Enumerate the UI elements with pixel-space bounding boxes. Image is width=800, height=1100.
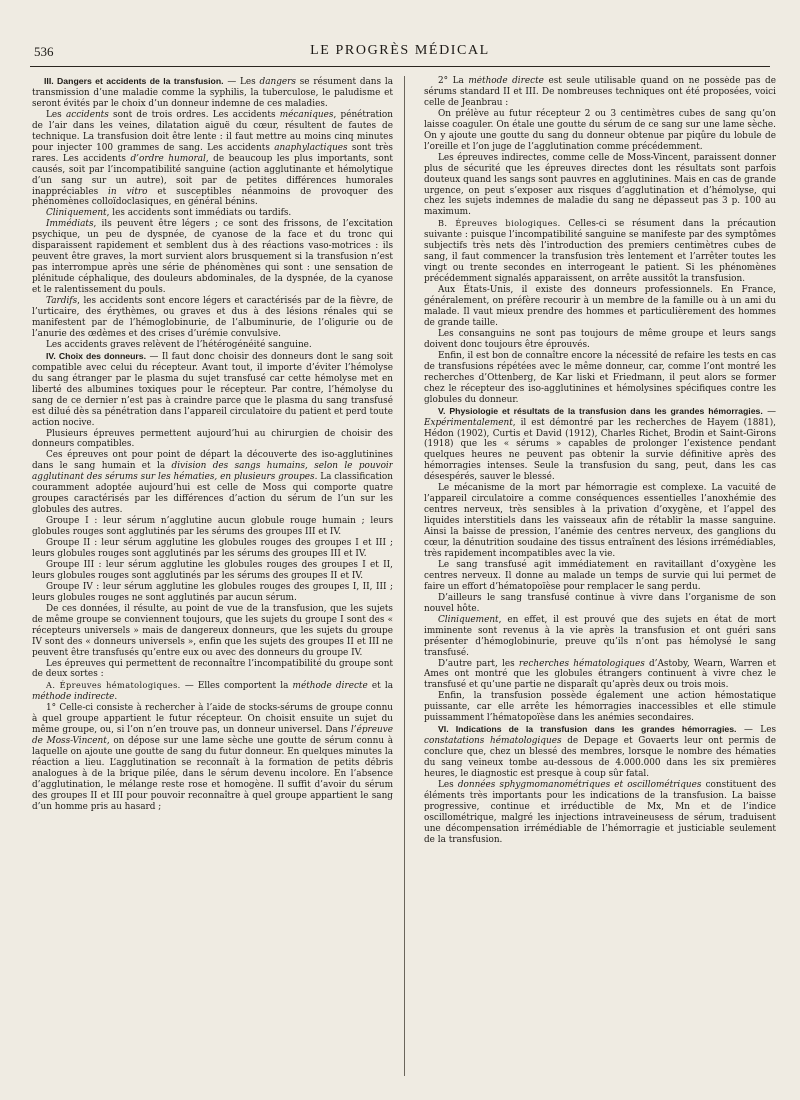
- paragraph: Les consanguins ne sont pas toujours de même groupe et leurs sangs doivent donc toujours être éprouvés.: [424, 328, 776, 350]
- paragraph: [32, 208, 393, 219]
- paragraph: Le mécanisme de la mort par hémorragie est complexe. La vacuité de l’appareil circulatoire a comme conséquences essentielles l’anoxhémie des centres nerveux, très sensibles à la privation d’oxygène, et l’appel des liquides interstitiels dans les vaisseaux afin de rétablir la masse sanguine. Ainsi la baisse de pression, l’anémie des centres nerveux, des ganglions du cœur, la dénutrition soudaine des tissus entraînent des lésions irrémédiables, très rapidement incompatibles avec la vie.: [424, 483, 776, 559]
- text: — Les: [223, 77, 260, 87]
- paragraph: [32, 351, 393, 429]
- text: et la: [367, 681, 393, 692]
- paragraph: [32, 680, 393, 703]
- text: . La classification couramment adoptée aujourd’hui est celle de Moss qui comporte quatre groupes caractérisés par les différences d’action du sérum de l’un sur les globules des autres.: [32, 472, 393, 516]
- text: , les accidents sont encore légers et caractérisés par de la fièvre, de l’urticaire, des érythèmes, ou graves et dus à des lésions rénales qui se manifestent par de l’hémoglobinurie, de l’albuminurie, de l’oligurie ou de l’anurie des œdèmes et des crises d’urémie convulsive.: [32, 296, 393, 339]
- paragraph: [32, 76, 393, 110]
- right-column: [424, 76, 776, 1080]
- page-header: [30, 40, 770, 67]
- text: — Il faut donc choisir des donneurs dont le sang soit compatible avec celui du récepteur. Avant tout, il importe d’éviter l’hémolyse du sang étranger par le plasma du sujet transfusé car cette hémolyse met en liberté des albumines toxiques pour le récepteur. Par contre, l’hémolyse du sang de ce dernier n’est pas à craindre parce que le plasma du sang transfusé est dilué dès sa pénétration dans l’appareil circulatoire du patient et perd toute action nocive.: [32, 351, 393, 428]
- text: et susceptibles néanmoins de provoquer des phénomènes colloïdoclasiques, en général bénins.: [32, 186, 393, 208]
- text-italic: méthode indirecte: [32, 692, 115, 703]
- text: , en effet, il est prouvé que des sujets en état de mort imminente sont revenus à la vie après la transfusion et ont guéri sans présenter d’hémoglobinurie, preuve qu’ils n’ont pas hémolysé le sang transfusé.: [424, 614, 776, 658]
- text: se résument dans la transmission d’une maladie comme la syphilis, la tuberculose, le paludisme et seront évités par le choix d’un donneur indemne de ces maladies.: [32, 77, 393, 109]
- text: constituent des éléments très importants pour les indications de la transfusion. La baisse progressive, continue et irréductible de Mx, Mn et de l’indice oscillométrique, malgré les injections intraveineusess de sérum, traduisent une décompensation irrémédiable de l’hémorragie et justiciable seulement de la transfusion.: [424, 780, 776, 845]
- text: Les: [438, 780, 458, 790]
- subsection-label: A. Épreuves hématologiques.: [46, 680, 181, 691]
- paragraph: Groupe IV : leur sérum agglutine les globules rouges des groupes I, II, III ; leurs globules rouges ne sont agglutinés par aucun sérum.: [32, 581, 393, 603]
- subsection-label: B. Épreuves biologiques.: [438, 218, 561, 229]
- text-italic: Expérimentalement: [424, 417, 513, 428]
- paragraph: [424, 218, 776, 285]
- text-italic: Immédiats: [46, 219, 94, 230]
- paragraph: [424, 615, 776, 659]
- text-italic: méthode directe: [468, 76, 544, 86]
- text: d’Astoby, Wearn, Warren et Ames ont montré que les globules étrangers continuent à vivre chez le transfusé et qu’une partie ne disparaît qu’après deux ou trois mois.: [424, 658, 776, 691]
- text-italic: l’épreuve de Moss-Vincent: [32, 725, 393, 747]
- paragraph: On prélève au futur récepteur 2 ou 3 centimètres cubes de sang qu’on laisse coaguler. On étale une goutte du sérum de ce sang sur une lame sèche. On y ajoute une goutte du sang du donneur obtenue par piqûre du lobule de l’oreille et l’on juge de l’agglutination comme précédemment.: [424, 108, 776, 152]
- text: , on dépose sur une lame sèche une goutte de sérum connu à laquelle on ajoute une goutte de sang du futur donneur. En quelques minutes la réaction a lieu. L’agglutination se reconnaît à la formation de petits débris analogues à de la brique pilée, dans le sérum devenu incolore. En l’absence d’agglutination, le mélange reste rose et homogène. Il suffit d’avoir du sérum des groupes II et III pour pouvoir reconnaître à quel groupe appartient le sang d’un homme pris au hasard ;: [32, 736, 393, 812]
- paragraph: [424, 659, 776, 692]
- text-italic: accidents: [65, 109, 109, 120]
- text: sont de trois ordres. Les accidents: [108, 109, 280, 120]
- text: , ils peuvent être légers ; ce sont des frissons, de l’excitation psychique, un peu de dyspnée, de cyanose de la face et du tronc qui disparaissent rapidement et semblent dus à des réactions vaso-motrices : ils peuvent être graves, la mort survient alors brusquement si la transfusion n’est pas interrompue après une série de phénomènes qui sont : une sensation de plénitude céphalique, des douleurs abdominales, de la dyspnée, de la cyanose et le ralentissement du pouls.: [32, 219, 393, 296]
- text-italic: méthode directe: [292, 681, 368, 692]
- paragraph: De ces données, il résulte, au point de vue de la transfusion, que les sujets de même groupe se conviennent toujours, que les sujets du groupe I sont des « récepteurs universels » mais de dangereux donneurs, que les sujets du groupe IV sont des « donneurs universels », enfin que les sujets des groupes II et III ne peuvent être transfusés qu’entre eux ou avec des donneurs du groupe IV.: [32, 603, 393, 658]
- text: —: [762, 406, 776, 417]
- text: est seule utilisable quand on ne possède pas de sérums standard II et III. De nombreuses techniques ont été proposées, voici celle de Jeanbrau :: [424, 76, 776, 108]
- paragraph: [32, 296, 393, 340]
- section-heading: V. Physiologie et résultats de la transfusion dans les grandes hémorragies.: [438, 405, 763, 416]
- paragraph: D’ailleurs le sang transfusé continue à vivre dans l’organisme de son nouvel hôte.: [424, 592, 776, 614]
- paragraph: [32, 450, 393, 516]
- text: , il est démontré par les recherches de Hayem (1881), Hédon (1902), Curtis et David (1912), Charles Richet, Brodin et Saint-Girons (1918) que les « sérums » capables de prolonger l’existence pendant quelques heures ne peuvent pas obtenir la survie définitive après des hémorragies intenses. Seule la transfusion du sang, peut, dans les cas désespérés, sauver le blessé.: [424, 417, 776, 483]
- text-italic: dangers: [259, 77, 296, 87]
- text: Celles-ci se résument dans la précaution suivante : puisque l’incompatibilité sanguine se manifeste par des symptômes subjectifs très nets dès l’introduction des premiers centimètres cubes de sang, il faut commencer la transfusion très lentement et l’arrêter toutes les vingt ou trente secondes en interrogeant le patient. Si les phénomènes précédemment signalés apparaissent, on arrête aussitôt la transfusion.: [424, 219, 776, 285]
- left-column: [32, 76, 393, 1080]
- paragraph: Groupe I : leur sérum n’agglutine aucun globule rouge humain ; leurs globules rouges sont agglutinés par les sérums des groupes III et IV.: [32, 516, 393, 538]
- paragraph: Aux États-Unis, il existe des donneurs professionnels. En France, généralement, on préfère recourir à un membre de la famille ou à un ami du malade. Il vaut mieux prendre des hommes et particulièrement des hommes de grande taille.: [424, 285, 776, 328]
- text: Ces épreuves ont pour point de départ la découverte des iso-agglutinines dans le sang humain et la: [32, 450, 393, 472]
- text: Les: [46, 109, 66, 120]
- text-italic: Cliniquement: [46, 208, 107, 219]
- paragraph: [424, 76, 776, 109]
- column-divider: [404, 76, 405, 1076]
- paragraph: [424, 724, 776, 780]
- text: — Les: [736, 725, 776, 736]
- text: , de beaucoup les plus importants, sont causés, soit par l’incompatibilité sanguine (action agglutinante et hémolytique d’un sang sur un autre), soit par de petites différences humorales inappréciables: [32, 153, 393, 197]
- section-heading: VI. Indications de la transfusion dans les grandes hémorragies.: [438, 724, 737, 735]
- text-italic: données sphygmomanométriques et oscillométriques: [457, 780, 702, 790]
- paragraph: [32, 219, 393, 296]
- text: , les accidents sont immédiats ou tardifs.: [106, 208, 292, 219]
- text-italic: d’ordre humoral: [130, 153, 206, 164]
- paragraph: Les épreuves indirectes, comme celle de Moss-Vincent, paraissent donner plus de sécurité que les épreuves directes dont les résultats sont parfois douteux quand les sangs sont pauvres en agglutinines. Mais en cas de grande urgence, on peut s’exposer aux risques d’agglutination et d’hémolyse, qui chez les sujets indemnes de maladie du sang ne dépasseut pas 3 p. 100 au maximum.: [424, 152, 776, 218]
- text-italic: anaphylactiques: [274, 142, 348, 153]
- paragraph: Enfin, il est bon de connaître encore la nécessité de refaire les tests en cas de transfusions répétées avec le même donneur, car, comme l’ont montré les recherches d’Ottenberg, de Kar liski et Friedmann, il peut alors se former chez le récepteur des iso-agglutinines et hémolysines spécifiques contre les globules du donneur.: [424, 350, 776, 405]
- paragraph: Groupe III : leur sérum agglutine les globules rouges des groupes I et II, leurs globules rouges sont agglutinés par les sérums des groupes II et IV.: [32, 559, 393, 581]
- section-heading: IV. Choix des donneurs.: [46, 350, 147, 361]
- text: , pénétration de l’air dans les veines, dilatation aiguë du cœur, résultent de fautes de technique. La transfusion doit être lente : il faut mettre au moins cinq minutes pour injecter 100 grammes de sang. Les accidents: [32, 109, 393, 153]
- text: 1° Celle-ci consiste à rechercher à l’aide de stocks-sérums de groupe connu à quel groupe appartient le futur récepteur. On choisit ensuite un sujet du même groupe, ou, si l’on n’en trouve pas, un donneur universel. Dans: [32, 703, 393, 736]
- text-italic: recherches hématologiques: [518, 658, 645, 669]
- paragraph: Le sang transfusé agit immédiatement en ravitaillant d’oxygène les centres nerveux. Il donne au malade un temps de survie qui lui permet de faire un effort d’hématopoïèse pour remplacer le sang perdu.: [424, 559, 776, 592]
- page-number: 536: [34, 44, 54, 59]
- paragraph: Les accidents graves relèvent de l’hétérogénéité sanguine.: [46, 339, 312, 350]
- journal-title: LE PROGRÈS MÉDICAL: [310, 43, 490, 58]
- section-heading: III. Dangers et accidents de la transfusion.: [44, 76, 224, 86]
- text: 2° La: [438, 76, 469, 86]
- text: sont très rares. Les accidents: [32, 142, 393, 164]
- paragraph: [32, 703, 393, 813]
- paragraph: Enfin, la transfusion possède également une action hémostatique puissante, car elle arrête les hémorragies inaccessibles et elle stimule puissamment l’hématopoïèse dans les anémies secondaires.: [424, 691, 776, 724]
- text-italic: in vitro: [108, 186, 148, 197]
- text: de Depage et Govaerts leur ont permis de conclure que, chez un blessé des membres, lorsque le nombre des hématies du sang veineux tombe au-dessous de 4.000.000 dans les six premières heures, le diagnostic est presque à coup sûr fatal.: [424, 736, 776, 780]
- paragraph: Groupe II : leur sérum agglutine les globules rouges des groupes I et III ; leurs globules rouges sont agglutinés par les sérums des groupes III et IV.: [32, 538, 393, 559]
- paragraph: [424, 780, 776, 846]
- paragraph: [424, 406, 776, 484]
- text: — Elles comportent la: [180, 681, 293, 692]
- text: .: [114, 692, 118, 703]
- text-italic: division des sangs humains, selon le pouvoir agglutinant des sérums sur les hématies, en plusieurs groupes: [32, 461, 393, 483]
- text-italic: Tardifs: [46, 296, 78, 307]
- paragraph: [32, 110, 393, 209]
- text-italic: mécaniques: [279, 109, 334, 120]
- text-italic: constatations hématologiques: [424, 736, 562, 747]
- paragraph: Les épreuves qui permettent de reconnaître l’incompatibilité du groupe sont de deux sortes :: [32, 658, 393, 680]
- text: D’autre part, les: [438, 658, 519, 669]
- paragraph: Plusieurs épreuves permettent aujourd’hui au chirurgien de choisir des donneurs compatibles.: [32, 428, 393, 450]
- text-italic: Cliniquement: [438, 614, 499, 625]
